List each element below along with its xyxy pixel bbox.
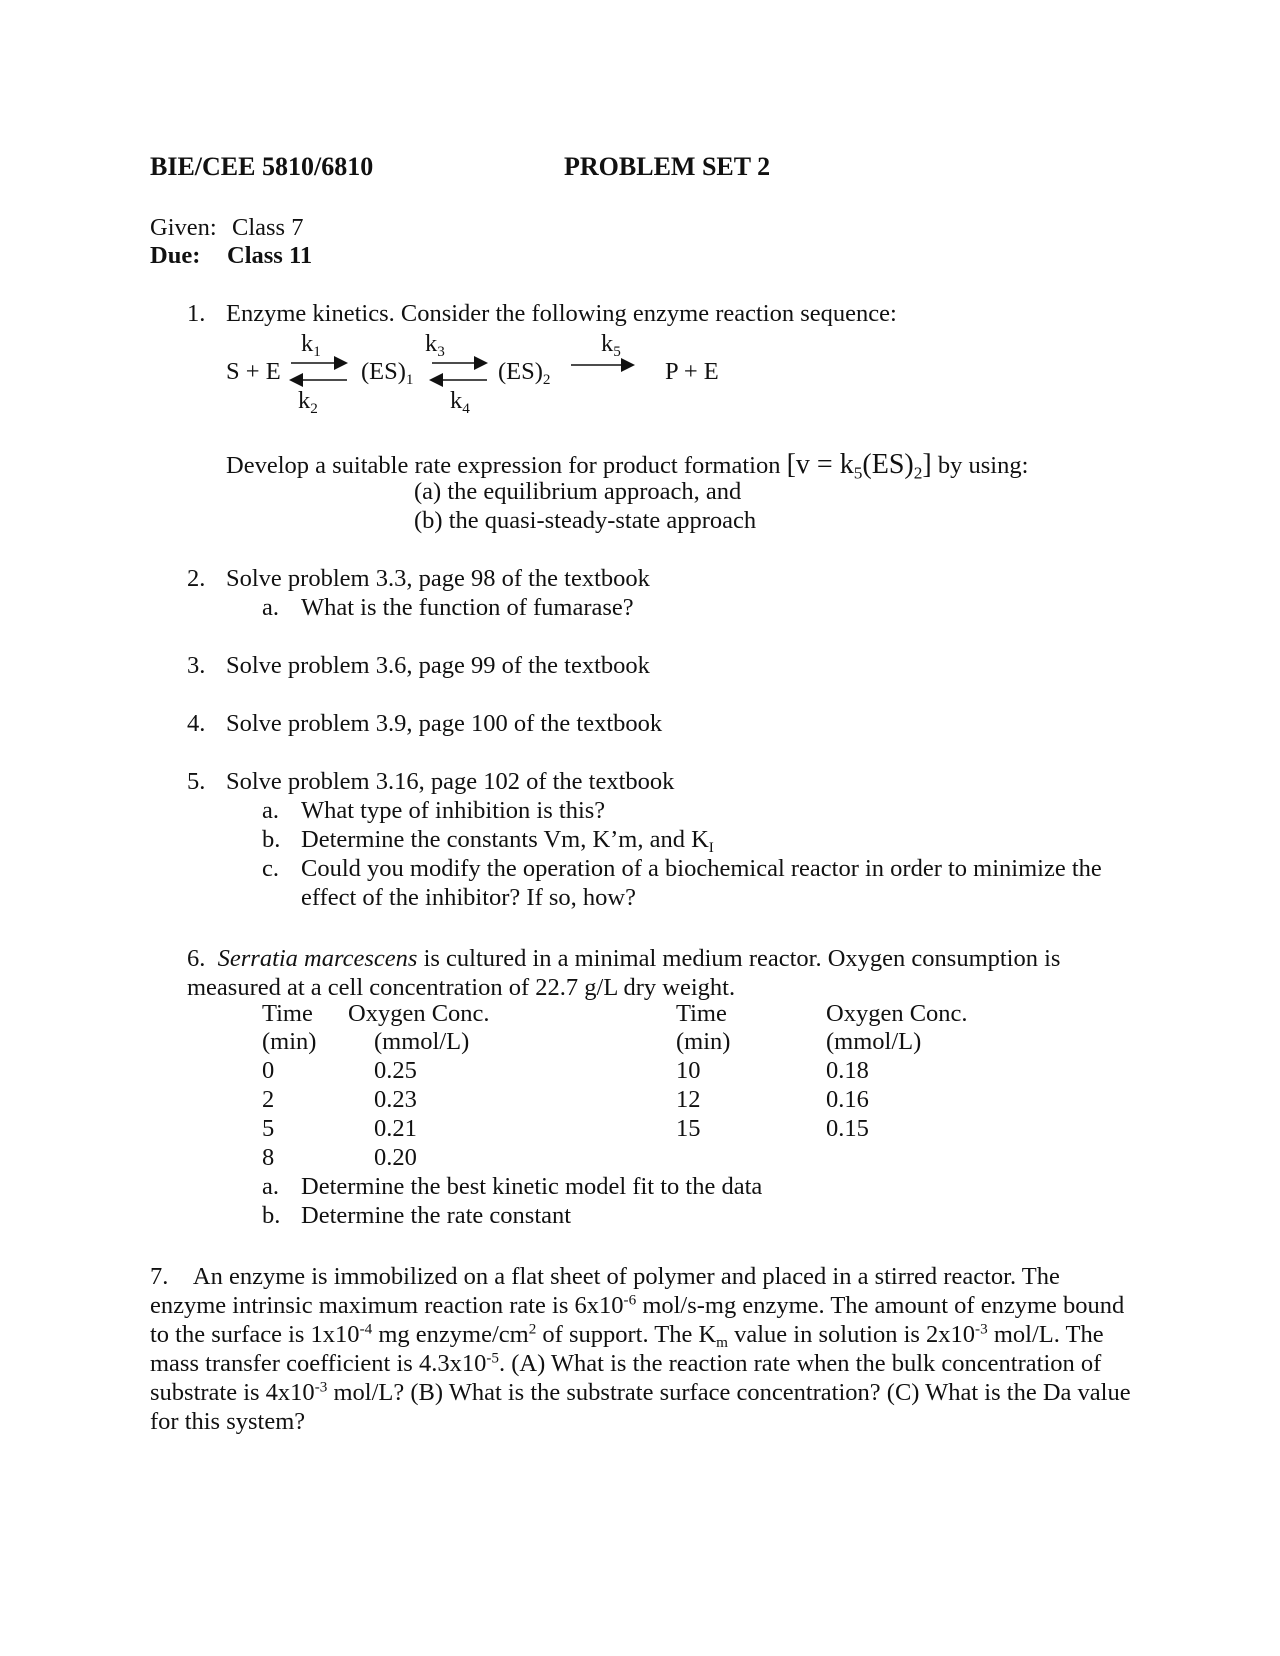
problem-1-part-b: (b) the quasi-steady-state approach	[414, 507, 757, 534]
problem-5-text: Solve problem 3.16, page 102 of the textbook	[226, 768, 675, 795]
due-value: Class 11	[227, 242, 313, 269]
problem-7-text: 7. An enzyme is immobilized on a flat sheet of polymer and placed in a stirred reactor. The enzyme intrinsic maximum reaction rate is $6x10^{-6}$ mol/s-mg enzyme. The amount of enzyme bound to the surface is $1x10^{-4}$ mg enzyme/$cm^2$ of support. The $K_m$ value in solution is $2x10^{-3}$ mol/L. The mass transfer coefficient is $4.3x10^{-5}$. (A) What is the reaction rate when the bulk concentration of substrate is $4x10^{-3}$ mol/L? (B) What is the substrate surface concentration? (C) What is the Da value for this system?	[150, 1263, 1131, 1435]
problem-1-text: Enzyme kinetics. Consider the following enzyme reaction sequence:	[226, 300, 897, 327]
table-time-cell: 8	[262, 1144, 275, 1171]
rate-constant-k1: $k_1$	[301, 330, 321, 360]
table-unit-time-left: (min)	[262, 1028, 317, 1055]
problem-6-part-b: Determine the rate constant	[301, 1202, 572, 1229]
rate-constant-k5: $k_5$	[601, 330, 621, 360]
forward-arrow-k1	[291, 356, 348, 370]
reverse-arrow-k4	[429, 373, 487, 387]
table-time-cell: 0	[262, 1057, 275, 1084]
problem-3-number: 3.	[187, 652, 206, 679]
problem-5-part-a: What type of inhibition is this?	[301, 797, 606, 824]
rate-equation: $[v = k_5(ES)_2]$	[786, 449, 932, 483]
problem-6-part-a: Determine the best kinetic model fit to the data	[301, 1173, 763, 1200]
table-header-oxygen-left: Oxygen Conc.	[348, 1000, 490, 1027]
page-title: PROBLEM SET 2	[564, 152, 771, 181]
problem-6-text: 6. Serratia marcescens is cultured in a minimal medium reactor. Oxygen consumption is measured at a cell concentration of 22.7 g/L dry weight.	[187, 945, 1061, 1001]
table-conc-cell: 0.18	[826, 1057, 869, 1084]
reactants: S + E	[226, 358, 281, 385]
problem-5-part-b-label: b.	[262, 826, 281, 853]
table-header-time-left: Time	[262, 1000, 313, 1027]
forward-arrow-k5	[571, 358, 635, 372]
problem-4-number: 4.	[187, 710, 206, 737]
problem-3-text: Solve problem 3.6, page 99 of the textbook	[226, 652, 650, 679]
table-conc-cell: 0.21	[374, 1115, 417, 1142]
problem-5-part-c-line1: Could you modify the operation of a biochemical reactor in order to minimize the	[301, 855, 1102, 882]
problem-4-text: Solve problem 3.9, page 100 of the textbook	[226, 710, 663, 737]
problem-1-number: 1.	[187, 300, 206, 327]
rate-constant-k4: $k_4$	[450, 387, 470, 417]
table-unit-oxygen-left: (mmol/L)	[374, 1028, 470, 1055]
given-label: Given:	[150, 214, 217, 241]
complex-es1: $(ES)_1$	[361, 358, 414, 388]
problem-5-part-c-label: c.	[262, 855, 279, 882]
problem-6-part-b-label: b.	[262, 1202, 281, 1229]
table-conc-cell: 0.25	[374, 1057, 417, 1084]
problem-2-number: 2.	[187, 565, 206, 592]
table-conc-cell: 0.15	[826, 1115, 869, 1142]
table-conc-cell: 0.23	[374, 1086, 417, 1113]
problem-5-part-a-label: a.	[262, 797, 279, 824]
table-unit-time-right: (min)	[676, 1028, 731, 1055]
problem-2-text: Solve problem 3.3, page 98 of the textbook	[226, 565, 650, 592]
table-time-cell: 2	[262, 1086, 275, 1113]
rate-constant-k2: $k_2$	[298, 387, 318, 417]
table-time-cell: 5	[262, 1115, 275, 1142]
complex-es2: $(ES)_2$	[498, 358, 551, 388]
table-time-cell: 15	[676, 1115, 701, 1142]
table-conc-cell: 0.16	[826, 1086, 869, 1113]
problem-5-number: 5.	[187, 768, 206, 795]
table-time-cell: 12	[676, 1086, 701, 1113]
rate-expression-line: Develop a suitable rate expression for product formation $[v = k_5(ES)_2]$ by using:	[226, 449, 1029, 483]
table-header-oxygen-right: Oxygen Conc.	[826, 1000, 968, 1027]
problem-2-part-a-label: a.	[262, 594, 279, 621]
problem-1-part-a: (a) the equilibrium approach, and	[414, 478, 742, 505]
problem-5-part-c-line2: effect of the inhibitor? If so, how?	[301, 884, 636, 911]
reverse-arrow-k2	[289, 373, 347, 387]
table-conc-cell: 0.20	[374, 1144, 417, 1171]
rate-constant-k3: $k_3$	[425, 330, 445, 360]
table-time-cell: 10	[676, 1057, 701, 1084]
problem-6-part-a-label: a.	[262, 1173, 279, 1200]
table-unit-oxygen-right: (mmol/L)	[826, 1028, 922, 1055]
problem-5-part-b: Determine the constants Vm, K’m, and $K_I$	[301, 826, 714, 856]
table-header-time-right: Time	[676, 1000, 727, 1027]
course-number: BIE/CEE 5810/6810	[150, 152, 374, 181]
given-value: Class 7	[232, 214, 304, 241]
forward-arrow-k3	[432, 356, 488, 370]
due-label: Due:	[150, 242, 201, 269]
products: P + E	[665, 358, 719, 385]
problem-2-part-a: What is the function of fumarase?	[301, 594, 634, 621]
